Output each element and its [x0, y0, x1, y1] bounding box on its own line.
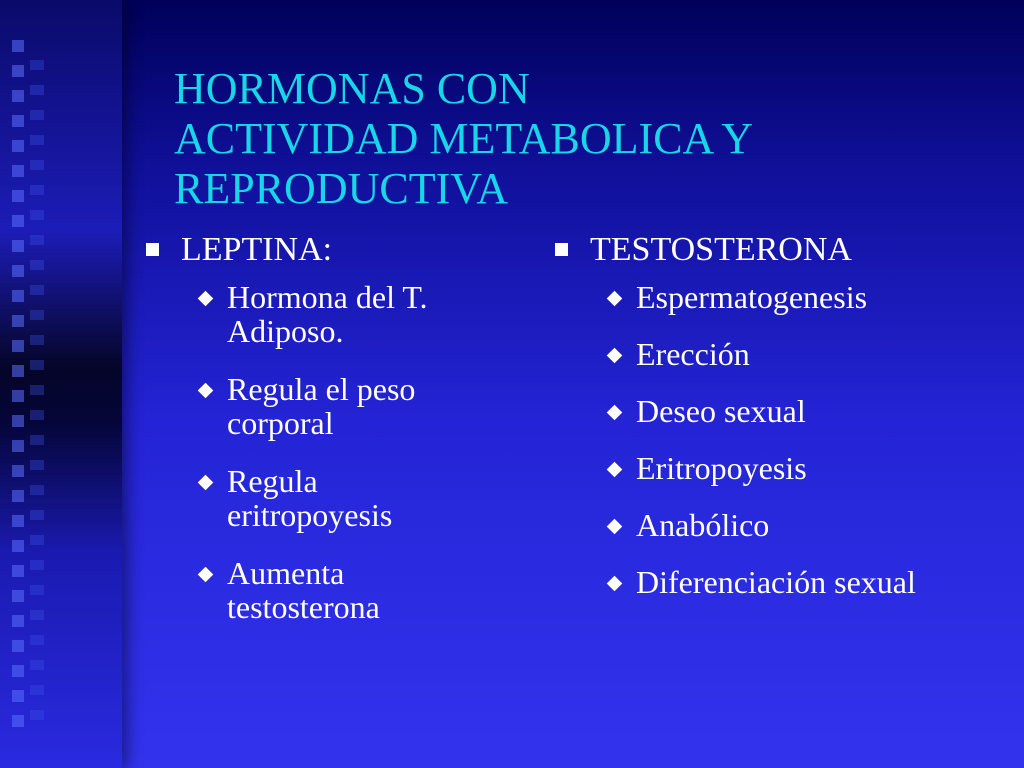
- title-line-2: ACTIVIDAD METABOLICA Y: [174, 114, 754, 163]
- diamond-bullet-icon: [607, 291, 623, 307]
- decorative-squares-secondary: [30, 60, 44, 720]
- list-item-line: eritropoyesis: [227, 497, 393, 533]
- list-item-line: Regula el peso: [227, 371, 416, 407]
- diamond-bullet-icon: [607, 405, 623, 421]
- testosterona-heading-item: [553, 228, 1013, 272]
- list-item: [605, 565, 1013, 599]
- square-bullet-icon: [555, 243, 568, 256]
- diamond-bullet-icon: [198, 475, 214, 491]
- list-item: [605, 451, 1013, 485]
- decorative-squares: [8, 40, 28, 740]
- diamond-bullet-icon: [607, 348, 623, 364]
- list-item-line: Regula: [227, 463, 318, 499]
- list-item: [605, 394, 1013, 428]
- list-item: [196, 372, 524, 440]
- diamond-bullet-icon: [607, 519, 623, 535]
- list-item: [196, 280, 524, 348]
- left-column-leptina: [144, 228, 524, 648]
- list-item: [196, 464, 524, 532]
- leptina-heading-item: [144, 228, 524, 272]
- title-line-1: HORMONAS CON: [174, 64, 530, 113]
- list-item: [196, 556, 524, 624]
- diamond-bullet-icon: [198, 291, 214, 307]
- list-item-text: Espermatogenesis: [636, 279, 868, 315]
- list-item-text: Eritropoyesis: [636, 450, 807, 486]
- list-item-text: Anabólico: [636, 507, 770, 543]
- list-item-text: Diferenciación sexual: [636, 564, 916, 600]
- list-item-text: Deseo sexual: [636, 393, 806, 429]
- square-bullet-icon: [146, 243, 159, 256]
- leptina-heading: LEPTINA:: [181, 231, 333, 268]
- list-item-line: testosterona: [227, 589, 380, 625]
- diamond-bullet-icon: [198, 383, 214, 399]
- testosterona-list: [553, 280, 1013, 599]
- list-item: [605, 337, 1013, 371]
- testosterona-heading: TESTOSTERONA: [590, 231, 852, 268]
- slide-title: [174, 64, 974, 214]
- list-item: [605, 280, 1013, 314]
- leptina-list: [144, 280, 524, 624]
- diamond-bullet-icon: [198, 567, 214, 583]
- list-item-line: corporal: [227, 405, 334, 441]
- list-item-text: Erección: [636, 336, 750, 372]
- decorative-side-band: [0, 0, 122, 768]
- list-item-line: Aumenta: [227, 555, 345, 591]
- title-line-3: REPRODUCTIVA: [174, 164, 509, 213]
- list-item-line: Hormona del T.: [227, 279, 428, 315]
- list-item-line: Adiposo.: [227, 313, 344, 349]
- list-item: [605, 508, 1013, 542]
- diamond-bullet-icon: [607, 576, 623, 592]
- right-column-testosterona: [553, 228, 1013, 622]
- diamond-bullet-icon: [607, 462, 623, 478]
